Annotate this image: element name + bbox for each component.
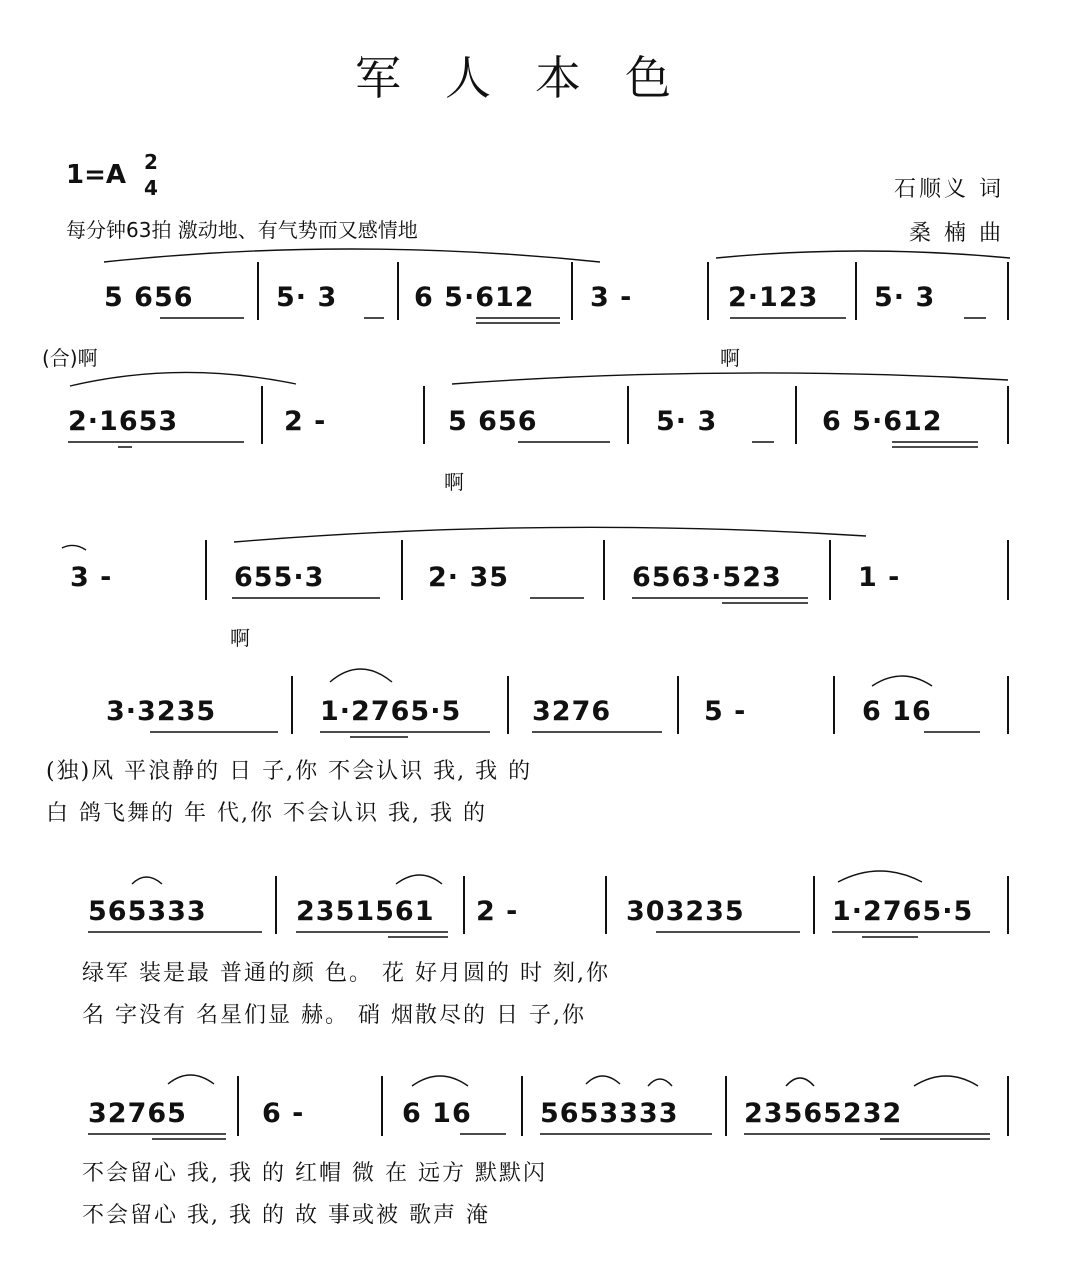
- row1-slur-a: [104, 249, 600, 262]
- song-title: 军人本色: [355, 51, 715, 105]
- row4-lyric-verse1: (独)风 平浪静的 日 子,你 不会认识 我, 我 的: [46, 759, 533, 784]
- row4-measure5: 6 16: [862, 696, 932, 727]
- time-signature-top: 2: [144, 150, 158, 174]
- row3-measure4: 6563·523: [632, 562, 782, 593]
- row5-measure3: 2 -: [476, 896, 519, 927]
- row6-slur-a: [168, 1075, 214, 1084]
- row1-measure2: 5· 3: [276, 282, 338, 313]
- row5-underlines: [88, 932, 990, 937]
- row6-lyric-verse2: 不会留心 我, 我 的 故 事或被 歌声 淹: [82, 1203, 490, 1228]
- row2-measure1: 2·1653: [68, 406, 179, 437]
- row6-slur-b: [412, 1076, 468, 1086]
- row5-barlines: [276, 876, 1008, 934]
- row2-measure3: 5 656: [448, 406, 538, 437]
- row2-slur-a: [70, 372, 296, 386]
- row6-lyric-verse1: 不会留心 我, 我 的 红帽 微 在 远方 默默闪: [82, 1161, 547, 1186]
- row1-slur-b: [716, 251, 1010, 258]
- row6-measure3: 6 16: [402, 1098, 472, 1129]
- row1-barlines: [258, 262, 1008, 320]
- time-signature-bottom: 4: [144, 176, 158, 200]
- row6-barlines: [238, 1076, 1008, 1136]
- row3-measure1: 3 -: [70, 562, 113, 593]
- row6-slur-f: [914, 1076, 978, 1086]
- lyricist-credit: 石顺义 词: [894, 177, 1004, 202]
- row2-slur-b: [452, 373, 1008, 384]
- row1-measure3: 6 5·612: [414, 282, 535, 313]
- row5-slur-c: [838, 871, 922, 882]
- row4-measure4: 5 -: [704, 696, 747, 727]
- row4-slur-a: [330, 669, 392, 682]
- row3-measure2: 655·3: [234, 562, 325, 593]
- row6-underlines: [88, 1134, 990, 1139]
- row1-measure4: 3 -: [590, 282, 633, 313]
- row6-measure4: 5653333: [540, 1098, 679, 1129]
- row3-label-ah: 啊: [230, 626, 250, 650]
- row1-measure6: 5· 3: [874, 282, 936, 313]
- row3-measure3: 2· 35: [428, 562, 510, 593]
- row1-label-ah: 啊: [720, 346, 740, 370]
- composer-credit: 桑 楠 曲: [909, 221, 1004, 246]
- row2-label-ah: 啊: [444, 470, 464, 494]
- row5-measure2: 2351561: [296, 896, 435, 927]
- row2-measure5: 6 5·612: [822, 406, 943, 437]
- row2-underlines: [68, 442, 978, 447]
- row2-barlines: [262, 386, 1008, 444]
- row6-slur-d: [648, 1079, 672, 1086]
- row4-barlines: [292, 676, 1008, 734]
- row4-lyric-verse2: 白 鸽飞舞的 年 代,你 不会认识 我, 我 的: [46, 801, 487, 826]
- row6-slur-c: [586, 1076, 620, 1084]
- row6-measure1: 32765: [88, 1098, 187, 1129]
- row4-slur-b: [872, 676, 932, 686]
- row1-measure5: 2·123: [728, 282, 819, 313]
- row3-barlines: [206, 540, 1008, 600]
- row4-measure1: 3·3235: [106, 696, 217, 727]
- row5-lyric-verse1: 绿军 装是最 普通的颜 色。 花 好月圆的 时 刻,你: [82, 961, 610, 986]
- row6-measure2: 6 -: [262, 1098, 305, 1129]
- row5-slur-a: [132, 877, 162, 884]
- row3-measure5: 1 -: [858, 562, 901, 593]
- tempo-marking: 每分钟63拍 激动地、有气势而又感情地: [66, 218, 418, 242]
- row4-measure3: 3276: [532, 696, 612, 727]
- row5-measure1: 565333: [88, 896, 207, 927]
- row2-measure2: 2 -: [284, 406, 327, 437]
- row3-underlines: [232, 598, 808, 603]
- row3-tie-start: [62, 545, 86, 550]
- row3-slur: [234, 527, 866, 542]
- key-text: 1=A: [66, 160, 126, 190]
- row5-slur-b: [396, 875, 442, 884]
- row1-label-chorus: (合)啊: [42, 346, 98, 370]
- row6-measure5: 23565232: [744, 1098, 903, 1129]
- row5-measure5: 1·2765·5: [832, 896, 974, 927]
- row5-measure4: 303235: [626, 896, 745, 927]
- row5-lyric-verse2: 名 字没有 名星们显 赫。 硝 烟散尽的 日 子,你: [82, 1003, 586, 1028]
- row2-measure4: 5· 3: [656, 406, 718, 437]
- row4-underlines: [150, 732, 980, 737]
- row6-slur-e: [786, 1078, 814, 1086]
- row4-measure2: 1·2765·5: [320, 696, 462, 727]
- row1-measure1: 5 656: [104, 282, 194, 313]
